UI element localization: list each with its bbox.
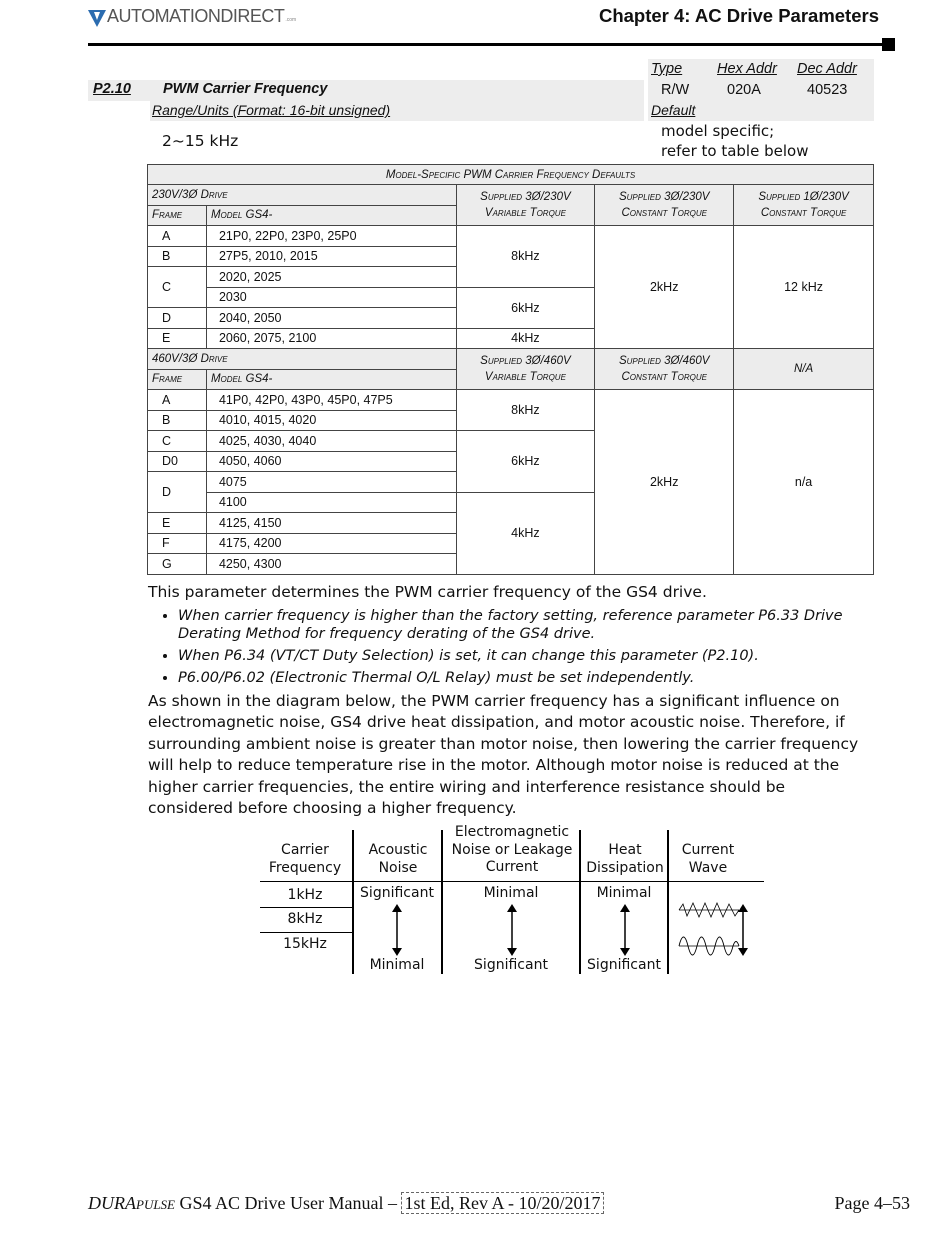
ct-value-cell: 2kHz (595, 390, 734, 575)
heat-bottom: Significant (587, 957, 661, 973)
header-em-line2: Noise or Leakage (451, 841, 573, 858)
col-460-1ph-header: N/A (734, 349, 874, 390)
intro-text: This parameter determines the PWM carrier frequency of the GS4 drive. (148, 583, 707, 601)
frame-cell: B (148, 246, 207, 267)
row-rule (260, 907, 352, 908)
model-cell: 4010, 4015, 4020 (206, 410, 456, 431)
carrier-frequency-diagram (255, 820, 775, 980)
frame-cell: C (148, 431, 207, 452)
type-label: Type (651, 61, 683, 77)
em-top: Minimal (483, 885, 539, 901)
hex-addr-label: Hex Addr (717, 61, 777, 77)
carrier-frequency-defaults-table (147, 164, 874, 575)
header-em-noise (443, 824, 581, 877)
em-bottom: Significant (474, 957, 548, 973)
vt-value-cell: 6kHz (456, 431, 595, 493)
vt-value-cell: 8kHz (456, 226, 595, 288)
model-cell: 21P0, 22P0, 23P0, 25P0 (206, 226, 456, 247)
header-heat-line1: Heat (608, 842, 642, 858)
automationdirect-logo (88, 5, 296, 27)
frame-cell: F (148, 533, 207, 554)
model-cell: 2030 (206, 287, 456, 308)
header-carrier-line1: Carrier (281, 842, 329, 858)
model-cell: 4100 (206, 492, 456, 513)
frame-cell: B (148, 410, 207, 431)
range-units-label: Range/Units (Format: 16-bit unsigned) (152, 102, 391, 118)
ct1-value-cell: n/a (734, 390, 874, 575)
model-cell: 4175, 4200 (206, 533, 456, 554)
model-cell: 4075 (206, 472, 456, 493)
acoustic-arrow-icon (387, 904, 407, 956)
note-item: • When P6.34 (VT/CT Duty Selection) is set, it can change this parameter (P2.10). (178, 647, 868, 665)
frame-cell: A (148, 226, 207, 247)
model-cell: 41P0, 42P0, 43P0, 45P0, 47P5 (206, 390, 456, 411)
header-carrier-frequency (255, 842, 355, 877)
col-230-1ph-header-line2: Constant Torque (760, 207, 847, 219)
vt-value-cell: 4kHz (456, 328, 595, 349)
col-230-vt-header-line1: Supplied 3Ø/230V (480, 191, 571, 203)
em-arrow-icon (502, 904, 522, 956)
frame-cell: C (148, 267, 207, 308)
logo-brand-suffix: .com (285, 17, 297, 23)
header-em-line1: Electromagnetic (454, 824, 570, 840)
freq-15khz: 15kHz (283, 936, 327, 952)
col-460-ct-header (595, 349, 734, 390)
row-rule (260, 932, 352, 933)
frame-cell: E (148, 328, 207, 349)
dec-addr-label: Dec Addr (797, 61, 857, 77)
group-230v-label: 230V/3Ø Drive (148, 185, 457, 206)
col-230-1ph-header-line1: Supplied 1Ø/230V (758, 191, 849, 203)
logo-mark-icon (88, 10, 106, 27)
header-em-line3: Current (485, 859, 539, 875)
notes-list (148, 607, 868, 687)
ct1-value-cell: 12 kHz (734, 226, 874, 349)
ct-value-cell: 2kHz (595, 226, 734, 349)
col-230-ct-header-line1: Supplied 3Ø/230V (618, 191, 710, 203)
col-460-vt-header-line2: Variable Torque (484, 371, 566, 383)
col-460-vt-header (456, 349, 595, 390)
col-230-vt-header-line2: Variable Torque (484, 207, 566, 219)
header-heat-line2: Dissipation (586, 859, 664, 876)
header-carrier-line2: Frequency (268, 859, 342, 876)
frame-cell: D0 (148, 451, 207, 472)
note-item: • When carrier frequency is higher than the factory setting, reference parameter P6.33 Drive Derating Method for frequency derating of the GS4 drive. (178, 607, 868, 643)
header-heat-dissipation (581, 842, 669, 877)
model-cell: 2020, 2025 (206, 267, 456, 288)
model-cell: 2060, 2075, 2100 (206, 328, 456, 349)
param-hex-addr: 020A (727, 82, 761, 98)
col-230-1ph-header (734, 185, 874, 226)
header-current-wave (669, 842, 747, 877)
default-line-2: refer to table below (661, 142, 809, 160)
footer-edition: 1st Ed, Rev A - 10/20/2017 (401, 1192, 603, 1214)
col-460-vt-header-line1: Supplied 3Ø/460V (480, 355, 571, 367)
frame-cell: A (148, 390, 207, 411)
frame-cell: E (148, 513, 207, 534)
param-id: P2.10 (93, 81, 131, 97)
vt-value-cell: 4kHz (456, 492, 595, 574)
model-cell: 4050, 4060 (206, 451, 456, 472)
footer-manual-name: GS4 AC Drive User Manual – (175, 1193, 402, 1213)
note-item: • P6.00/P6.02 (Electronic Thermal O/L Relay) must be set independently. (178, 669, 868, 687)
vt-value-cell: 8kHz (456, 390, 595, 431)
column-divider (667, 830, 669, 974)
frame-col-header: Frame (148, 205, 207, 226)
description (148, 582, 868, 820)
param-name: PWM Carrier Frequency (163, 81, 328, 97)
model-cell: 2040, 2050 (206, 308, 456, 329)
frame-cell: G (148, 554, 207, 575)
table-title: Model-Specific PWM Carrier Frequency Defaults (148, 165, 874, 185)
heat-top: Minimal (596, 885, 652, 901)
param-dec-addr: 40523 (807, 82, 848, 98)
model-cell: 4250, 4300 (206, 554, 456, 575)
header-rule (260, 881, 764, 882)
header-wave-line2: Wave (688, 859, 728, 876)
model-col-header: Model GS4- (206, 369, 456, 390)
default-line-1: model specific; (661, 122, 775, 140)
wave-arrow-icon (733, 904, 753, 956)
header-acoustic-line1: Acoustic (368, 842, 428, 858)
footer-brand-dura: DURA (88, 1193, 136, 1213)
footer-manual-title (88, 1193, 604, 1214)
freq-1khz: 1kHz (287, 887, 323, 903)
header-acoustic-line2: Noise (378, 859, 418, 876)
freq-8khz: 8kHz (287, 911, 323, 927)
frame-cell: D (148, 472, 207, 513)
default-label: Default (651, 102, 696, 118)
col-460-ct-header-line2: Constant Torque (621, 371, 707, 383)
vt-value-cell: 6kHz (456, 287, 595, 328)
logo-brand: AUTOMATIONDIRECT (107, 6, 285, 26)
param-type: R/W (661, 82, 690, 98)
frame-col-header: Frame (148, 369, 207, 390)
explanation-text: As shown in the diagram below, the PWM carrier frequency has a significant influence on electromagnetic noise, GS4 drive heat dissipation, and motor acoustic noise. Therefore, if surrounding ambient noise is greater than motor noise, then lowering the carrier frequency will help to reduce temperature rise in the motor. Although motor noise is reduced at the higher carrier frequencies, the entire wiring and interference resistance should be considered before choosing a higher frequency. (148, 691, 859, 817)
footer-page-number: Page 4–53 (834, 1193, 910, 1213)
group-460v-label: 460V/3Ø Drive (148, 349, 457, 370)
model-cell: 27P5, 2010, 2015 (206, 246, 456, 267)
frame-cell: D (148, 308, 207, 329)
high-frequency-wave-icon (677, 932, 741, 960)
footer-brand-pulse: PULSE (136, 1197, 175, 1212)
header-square (882, 38, 895, 51)
model-cell: 4025, 4030, 4040 (206, 431, 456, 452)
col-230-vt-header (456, 185, 595, 226)
header-acoustic-noise (353, 842, 443, 877)
low-frequency-wave-icon (677, 898, 741, 922)
acoustic-bottom: Minimal (369, 957, 425, 973)
col-230-ct-header-line2: Constant Torque (621, 207, 707, 219)
model-cell: 4125, 4150 (206, 513, 456, 534)
col-230-ct-header (595, 185, 734, 226)
col-460-ct-header-line1: Supplied 3Ø/460V (618, 355, 710, 367)
model-col-header: Model GS4- (206, 205, 456, 226)
acoustic-top: Significant (360, 885, 434, 901)
param-range: 2~15 kHz (162, 132, 239, 150)
heat-arrow-icon (615, 904, 635, 956)
header-rule (88, 43, 884, 46)
header-wave-line1: Current (681, 842, 735, 858)
chapter-title: Chapter 4: AC Drive Parameters (598, 5, 879, 26)
